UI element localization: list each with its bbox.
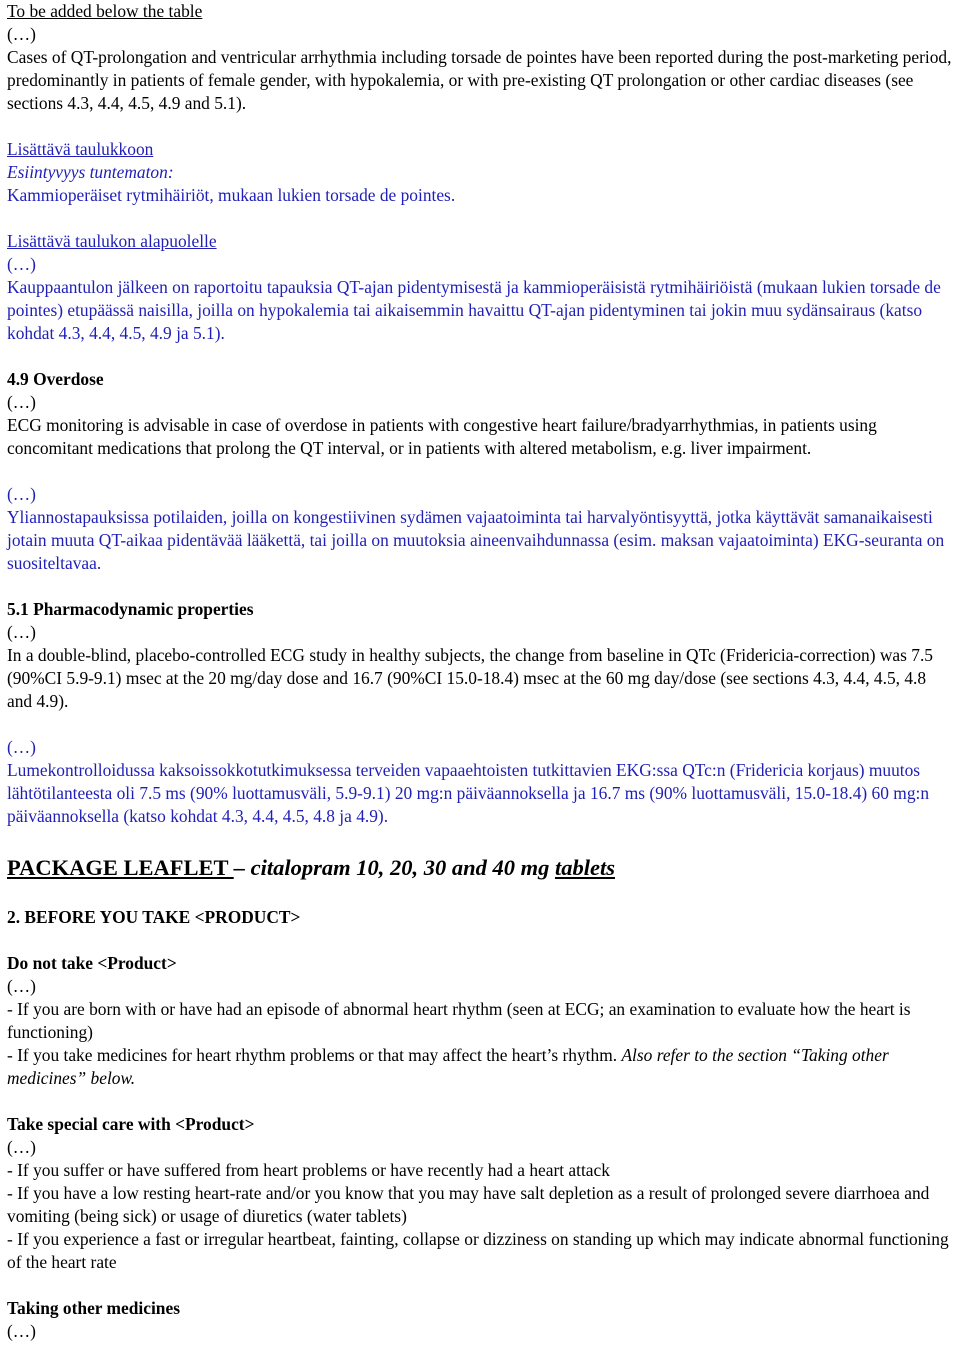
- ellipsis: (…): [7, 1137, 36, 1157]
- intro-heading: To be added below the table: [7, 1, 203, 21]
- list-item: - If you suffer or have suffered from heart problems or have recently had a heart attack: [7, 1160, 610, 1180]
- package-leaflet-title: [7, 853, 954, 883]
- pharmacodynamic-heading: 5.1 Pharmacodynamic properties: [7, 599, 254, 619]
- do-not-take-heading: Do not take <Product>: [7, 953, 177, 973]
- ellipsis: (…): [7, 622, 36, 642]
- list-item: - If you are born with or have had an episode of abnormal heart rhythm (seen at ECG; an examination to evaluate how the heart is functioning): [7, 999, 911, 1042]
- leaflet-title-part1: PACKAGE LEAFLET: [7, 855, 234, 880]
- fi-table-heading: Lisättävä taulukkoon: [7, 139, 154, 159]
- fi-table-text: Kammioperäiset rytmihäiriöt, mukaan lukien torsade de pointes.: [7, 185, 456, 205]
- list-item-text: - If you take medicines for heart rhythm problems or that may affect the heart’s rhythm.: [7, 1045, 622, 1065]
- ellipsis: (…): [7, 392, 36, 412]
- section-2-heading: 2. BEFORE YOU TAKE <PRODUCT>: [7, 907, 301, 927]
- fi-below-heading: Lisättävä taulukon alapuolelle: [7, 231, 217, 251]
- fi-below-paragraph: Kauppaantulon jälkeen on raportoitu tapauksia QT-ajan pidentymisestä ja kammioperäisistä rytmihäiriöistä (mukaan lukien torsade de pointes) etupäässä naisilla, joilla on hypokalemia tai aikaisemmin havaittu QT-ajan pidentyminen tai jokin muu sydänsairaus (katso kohdat 4.3, 4.4, 4.5, 4.9 ja 5.1).: [7, 277, 941, 343]
- ellipsis: (…): [7, 976, 36, 996]
- ellipsis: (…): [7, 737, 36, 757]
- pharmacodynamic-paragraph: In a double-blind, placebo-controlled ECG study in healthy subjects, the change from baseline in QTc (Fridericia-correction) was 7.5 (90%CI 5.9-9.1) msec at the 20 mg/day dose and 16.7 (90%CI 15.0-18.4) msec at the 60 mg day/dose (see sections 4.3, 4.4, 4.5, 4.8 and 4.9).: [7, 645, 933, 711]
- ellipsis: (…): [7, 254, 36, 274]
- leaflet-title-part2: – citalopram 10, 20, 30 and 40 mg: [233, 855, 555, 880]
- ellipsis: (…): [7, 1321, 36, 1341]
- list-item-note: Also refer to the section “Taking other medicines” below.: [7, 1045, 889, 1088]
- overdose-fi-paragraph: Yliannostapauksissa potilaiden, joilla on kongestiivinen sydämen vajaatoiminta tai harvalyöntisyyttä, jotka käyttävät samanaikaisesti jotain muuta QT-aikaa pidentävää lääkettä, tai joilla on muutoksia aineenvaihdunnassa (esim. maksan vajaatoiminta) EKG-seuranta on suositeltavaa.: [7, 507, 945, 573]
- overdose-heading: 4.9 Overdose: [7, 369, 104, 389]
- leaflet-title-part3: tablets: [554, 855, 615, 880]
- ellipsis: (…): [7, 484, 36, 504]
- pharmacodynamic-fi-paragraph: Lumekontrolloidussa kaksoissokkotutkimuksessa terveiden vapaaehtoisten tutkittavien EKG:ssa QTc:n (Fridericia korjaus) muutos lähtötilanteesta oli 7.5 ms (90% luottamusväli, 5.9-9.1) 20 mg:n päiväannoksella ja 16.7 ms (90% luottamusväli, 15.0-18.4) 60 mg:n päiväannoksella (katso kohdat 4.3, 4.4, 4.5, 4.8 ja 4.9).: [7, 760, 930, 826]
- list-item: - If you have a low resting heart-rate and/or you know that you may have salt depletion as a result of prolonged severe diarrhoea and vomiting (being sick) or usage of diuretics (water tablets): [7, 1183, 930, 1226]
- special-care-heading: Take special care with <Product>: [7, 1114, 255, 1134]
- overdose-paragraph: ECG monitoring is advisable in case of overdose in patients with congestive heart failure/bradyarrhythmias, in patients using concomitant medications that prolong the QT interval, or in patients with altered metabolism, e.g. liver impairment.: [7, 415, 877, 458]
- fi-frequency-label: Esiintyvyys tuntematon:: [7, 162, 174, 182]
- list-item: [7, 1044, 954, 1090]
- list-item: - If you experience a fast or irregular heartbeat, fainting, collapse or dizziness on standing up which may indicate abnormal functioning of the heart rate: [7, 1229, 949, 1272]
- ellipsis: (…): [7, 24, 36, 44]
- intro-paragraph: Cases of QT-prolongation and ventricular arrhythmia including torsade de pointes have been reported during the post-marketing period, predominantly in patients of female gender, with hypokalemia, or with pre-existing QT prolongation or other cardiac diseases (see sections 4.3, 4.4, 4.5, 4.9 and 5.1).: [7, 47, 952, 113]
- other-medicines-heading: Taking other medicines: [7, 1298, 180, 1318]
